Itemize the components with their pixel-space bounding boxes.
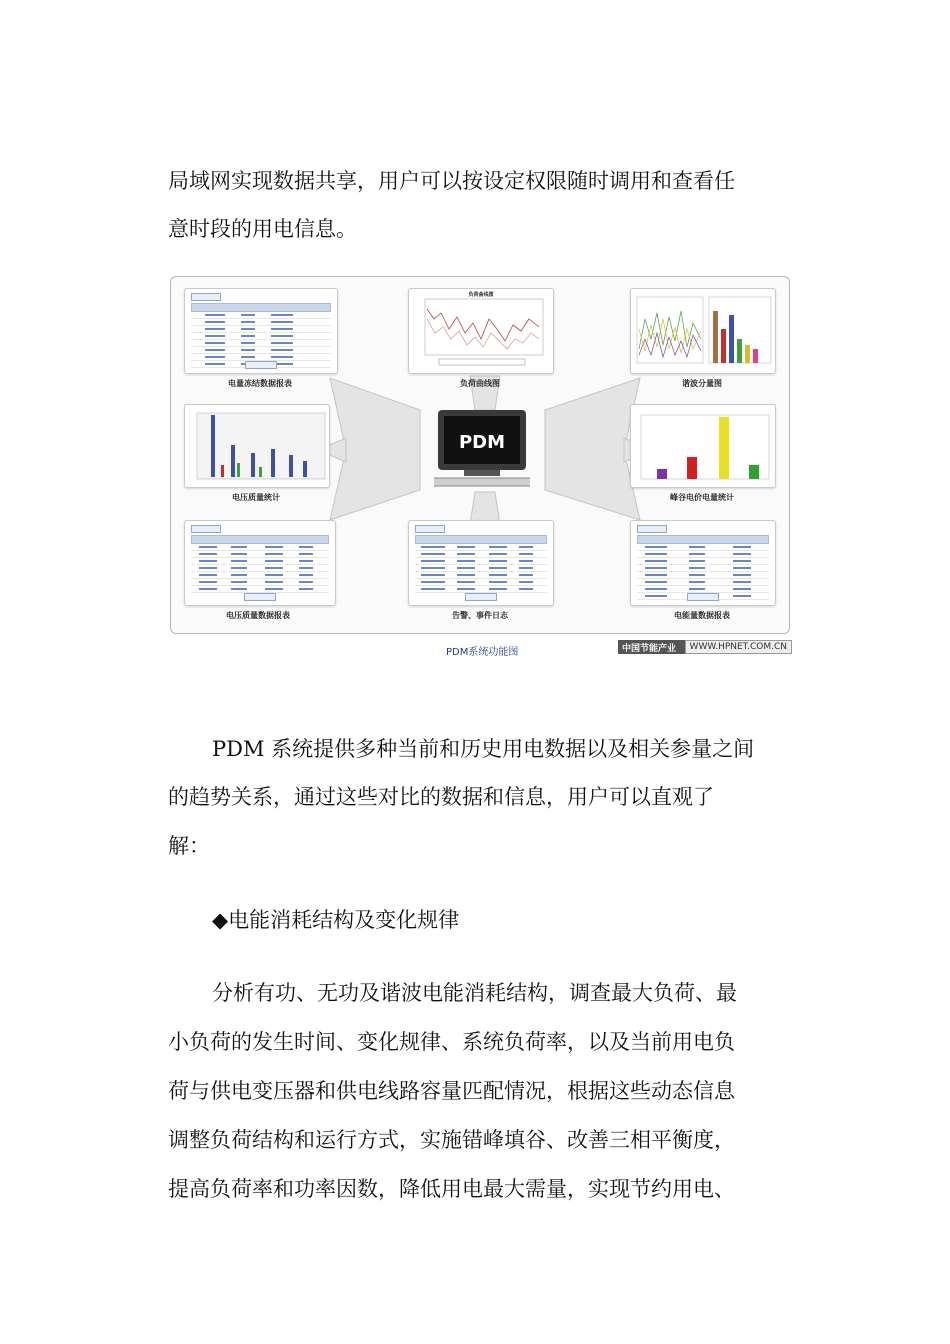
pdm-computer-icon (434, 408, 530, 488)
voltage-stat-plot (185, 405, 329, 487)
label-harmonic: 谐波分量图 (682, 379, 722, 388)
para3-line-1: 分析有功、无功及谐波电能消耗结构，调查最大负荷、最 (212, 981, 737, 1005)
watermark (618, 640, 792, 667)
para3-line-3: 荷与供电变压器和供电线路容量匹配情况，根据这些动态信息 (168, 1079, 735, 1103)
label-peak-valley: 峰谷电价电量统计 (670, 493, 734, 502)
load-curve-title: 负荷曲线图 (468, 292, 494, 298)
para3-line-4: 调整负荷结构和运行方式，实施错峰填谷、改善三相平衡度， (168, 1128, 735, 1152)
panel-peak-valley (630, 404, 776, 488)
peak-valley-plot (631, 405, 775, 487)
intro-line-2: 意时段的用电信息。 (168, 217, 357, 241)
label-load-curve: 负荷曲线图 (460, 379, 500, 388)
mini-table (191, 303, 331, 368)
panel-freeze-report (184, 288, 338, 374)
panel-voltage-report (184, 520, 336, 606)
para2-line-3: 解： (168, 834, 210, 858)
panel-voltage-stat (184, 404, 330, 488)
label-voltage-report: 电压质量数据报表 (226, 611, 290, 620)
panel-alarm-log (408, 520, 554, 606)
label-voltage-stat: 电压质量统计 (232, 493, 280, 502)
watermark-url: WWW.HPNET.COM.CN (685, 640, 792, 654)
panel-energy-report (630, 520, 776, 606)
panel-tab (191, 293, 221, 301)
load-curve-plot (409, 289, 553, 373)
watermark-cn: 中国节能产业网 (618, 640, 685, 654)
harmonic-plot (631, 289, 775, 373)
para3-line-2: 小负荷的发生时间、变化规律、系统负荷率，以及当前用电负 (168, 1030, 735, 1054)
para3-line-5: 提高负荷率和功率因数，降低用电最大需量，实现节约用电、 (168, 1177, 735, 1201)
figure-caption: PDM系统功能图 (446, 647, 519, 658)
intro-line-1: 局域网实现数据共享，用户可以按设定权限随时调用和查看任 (168, 169, 735, 193)
para2-line-2: 的趋势关系，通过这些对比的数据和信息，用户可以直观了 (168, 785, 714, 809)
label-alarm-log: 告警、事件日志 (452, 611, 508, 620)
label-energy-report: 电能量数据报表 (674, 611, 730, 620)
panel-harmonic (630, 288, 776, 374)
pdm-screen-label: PDM (458, 432, 506, 453)
label-freeze-report: 电量冻结数据报表 (228, 379, 292, 388)
panel-load-curve (408, 288, 554, 374)
bullet-heading: ◆电能消耗结构及变化规律 (212, 908, 460, 932)
para2-line-1: PDM 系统提供多种当前和历史用电数据以及相关参量之间 (212, 737, 755, 761)
